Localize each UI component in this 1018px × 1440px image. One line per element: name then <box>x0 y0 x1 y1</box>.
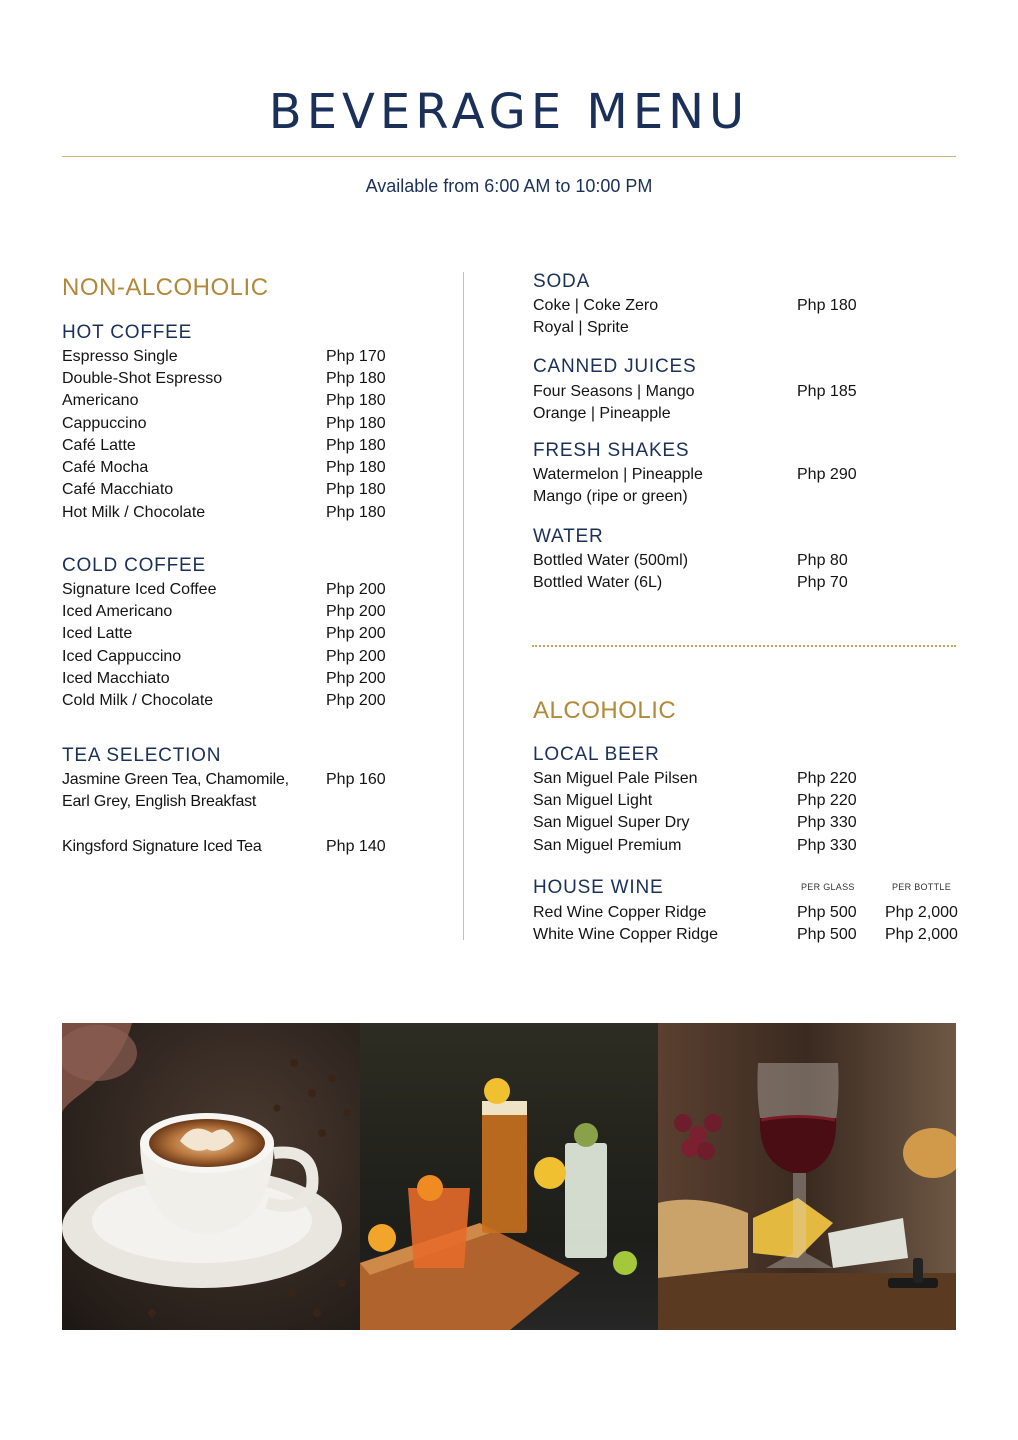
local-beer-heading: LOCAL BEER <box>533 744 660 765</box>
menu-item: Watermelon | Pineapple Php 290 <box>533 466 857 483</box>
per-glass-label: PER GLASS <box>801 882 855 892</box>
menu-item: San Miguel Light Php 220 <box>533 792 857 809</box>
menu-item: Bottled Water (500ml) Php 80 <box>533 552 848 569</box>
cold-coffee-heading: COLD COFFEE <box>62 555 206 576</box>
column-divider <box>463 272 464 940</box>
tea-selection-heading: TEA SELECTION <box>62 745 222 766</box>
menu-item: Iced Americano Php 200 <box>62 603 386 620</box>
menu-item: Hot Milk / Chocolate Php 180 <box>62 504 386 521</box>
title-divider <box>62 156 956 157</box>
menu-item: Bottled Water (6L) Php 70 <box>533 574 848 591</box>
menu-item: Double-Shot Espresso Php 180 <box>62 370 386 387</box>
menu-item: Americano Php 180 <box>62 392 386 409</box>
menu-item: Kingsford Signature Iced Tea Php 140 <box>62 838 386 855</box>
menu-item: Cappuccino Php 180 <box>62 415 386 432</box>
menu-item: Cold Milk / Chocolate Php 200 <box>62 692 386 709</box>
menu-item: White Wine Copper Ridge Php 500 Php 2,000 <box>533 926 958 943</box>
menu-item: Iced Macchiato Php 200 <box>62 670 386 687</box>
non-alcoholic-heading: NON-ALCOHOLIC <box>62 274 269 301</box>
menu-item: Café Macchiato Php 180 <box>62 481 386 498</box>
availability-text: Available from 6:00 AM to 10:00 PM <box>365 176 653 196</box>
per-bottle-label: PER BOTTLE <box>892 882 952 892</box>
section-divider-dotted <box>532 645 956 647</box>
menu-item: Signature Iced Coffee Php 200 <box>62 581 386 598</box>
menu-item: Earl Grey, English Breakfast <box>62 793 257 810</box>
menu-title: BEVERAGE MENU <box>268 84 750 140</box>
alcoholic-heading: ALCOHOLIC <box>533 697 677 724</box>
coffee-cup-photo <box>62 1023 360 1330</box>
fresh-shakes-heading: FRESH SHAKES <box>533 440 690 461</box>
menu-item: Orange | Pineapple <box>533 405 671 422</box>
soda-heading: SODA <box>533 271 591 292</box>
menu-item: Mango (ripe or green) <box>533 488 688 505</box>
red-wine-photo <box>658 1023 956 1330</box>
water-heading: WATER <box>533 526 604 547</box>
menu-item: Espresso Single Php 170 <box>62 348 386 365</box>
menu-item: Iced Latte Php 200 <box>62 625 386 642</box>
menu-item: Iced Cappuccino Php 200 <box>62 648 386 665</box>
cocktails-photo <box>360 1023 658 1330</box>
canned-juices-heading: CANNED JUICES <box>533 356 697 377</box>
menu-item: Four Seasons | Mango Php 185 <box>533 383 857 400</box>
menu-item: Coke | Coke Zero Php 180 <box>533 297 857 314</box>
menu-item: Café Latte Php 180 <box>62 437 386 454</box>
menu-item: Red Wine Copper Ridge Php 500 Php 2,000 <box>533 904 958 921</box>
menu-item: San Miguel Pale Pilsen Php 220 <box>533 770 857 787</box>
menu-item: Café Mocha Php 180 <box>62 459 386 476</box>
house-wine-heading: HOUSE WINE <box>533 877 664 898</box>
hot-coffee-heading: HOT COFFEE <box>62 322 193 343</box>
menu-item: San Miguel Premium Php 330 <box>533 837 857 854</box>
menu-item: San Miguel Super Dry Php 330 <box>533 814 857 831</box>
menu-item: Jasmine Green Tea, Chamomile, Php 160 <box>62 771 386 788</box>
menu-item: Royal | Sprite <box>533 319 629 336</box>
